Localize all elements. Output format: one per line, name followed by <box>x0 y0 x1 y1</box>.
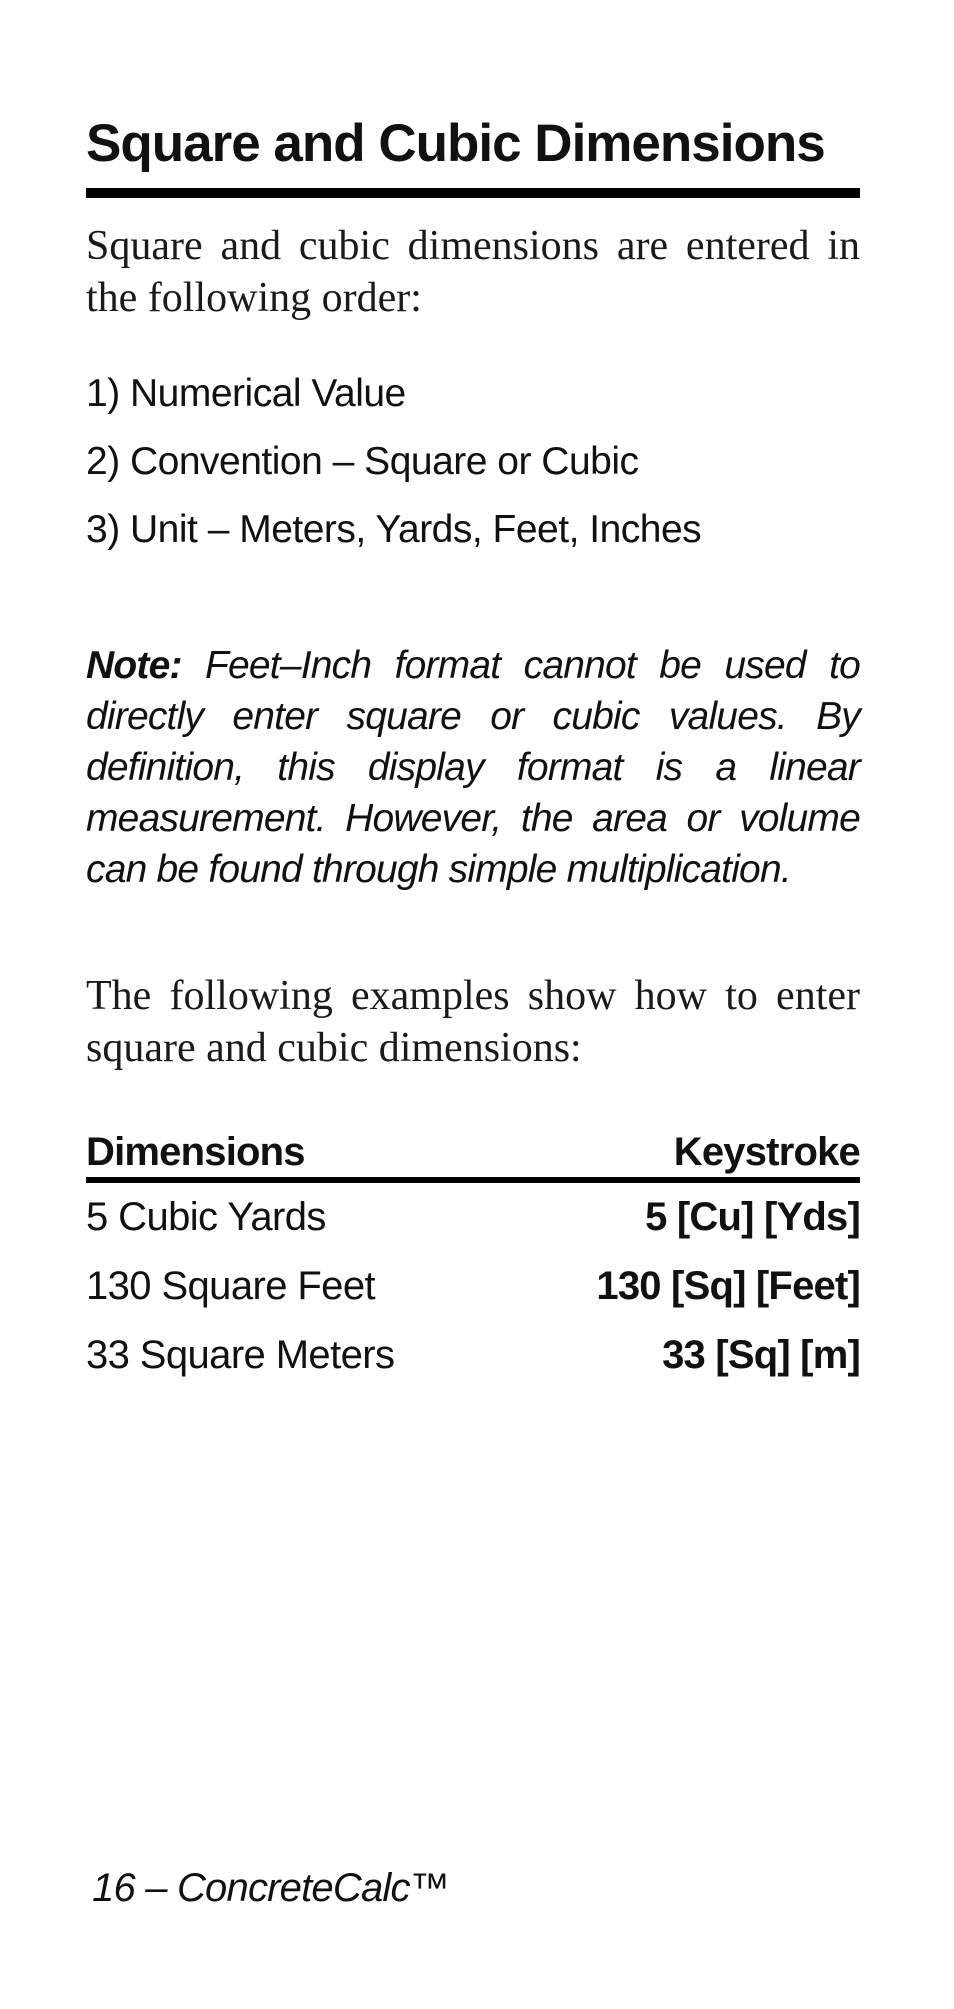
examples-table <box>86 1115 860 1390</box>
keystroke-cell: 33 [Sq] [m] <box>662 1333 860 1377</box>
keystroke-cell: 5 [Cu] [Yds] <box>645 1195 860 1239</box>
title-underline <box>86 188 860 198</box>
dimension-cell: 130 Square Feet <box>86 1264 375 1308</box>
column-header-keystroke: Keystroke <box>673 1130 860 1174</box>
list-item: 3) Unit – Meters, Yards, Feet, Inches <box>86 508 702 551</box>
examples-intro-paragraph: The following examples show how to enter square and cubic dimensions: <box>86 973 860 1071</box>
section-title: Square and Cubic Dimensions <box>86 114 825 173</box>
column-header-dimensions: Dimensions <box>86 1130 305 1174</box>
dimension-cell: 33 Square Meters <box>86 1333 395 1377</box>
intro-paragraph: Square and cubic dimensions are entered in the following order: <box>86 223 860 321</box>
page-footer: 16 – ConcreteCalc™ <box>92 1866 449 1910</box>
list-item: 2) Convention – Square or Cubic <box>86 440 639 483</box>
keystroke-cell: 130 [Sq] [Feet] <box>596 1264 860 1308</box>
table-row <box>86 1252 860 1321</box>
note-text: Feet–Inch format cannot be used to directly enter square or cubic values. By definition, this display format is a linear measurement. However, the area or volume can be found through simple multiplication. <box>86 644 860 891</box>
list-item: 1) Numerical Value <box>86 372 406 415</box>
table-row <box>86 1183 860 1252</box>
table-header-row <box>86 1115 860 1175</box>
dimension-cell: 5 Cubic Yards <box>86 1195 326 1239</box>
note-paragraph <box>86 640 860 895</box>
table-row <box>86 1321 860 1390</box>
entry-order-list <box>86 360 860 564</box>
note-label: Note: <box>86 644 182 687</box>
